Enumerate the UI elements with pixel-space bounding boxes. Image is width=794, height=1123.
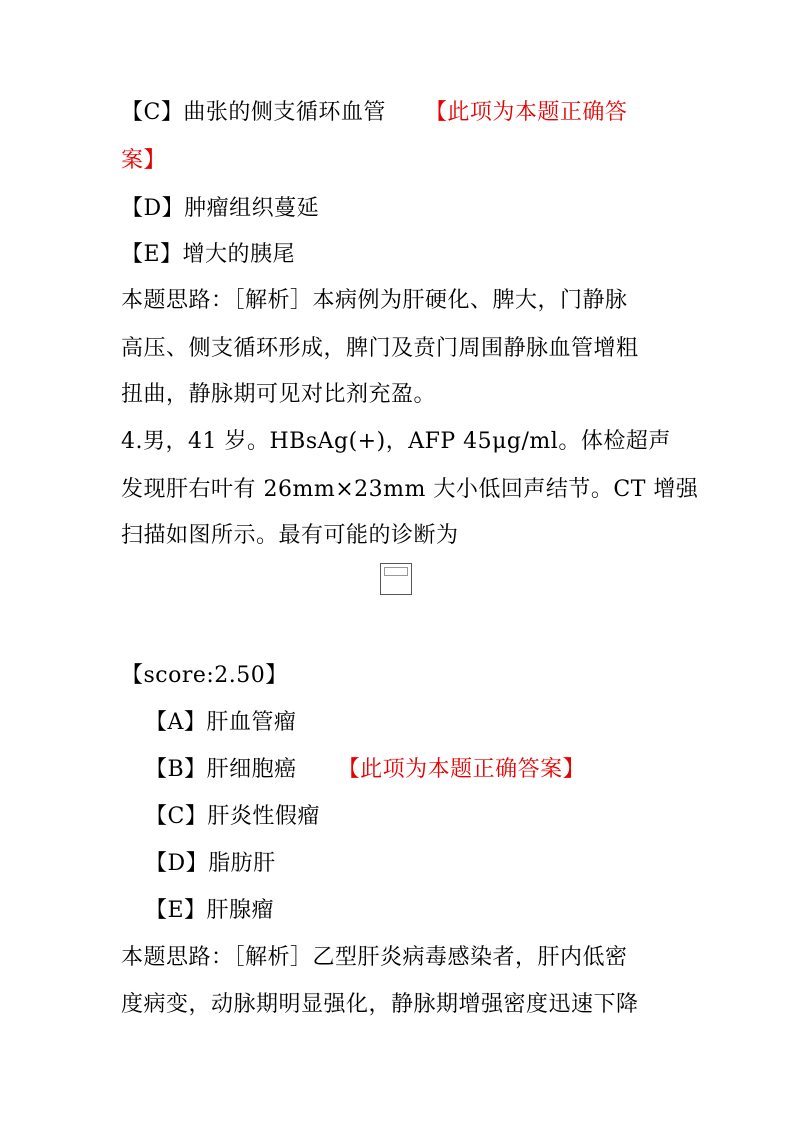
- q4-analysis-line-2: 度病变，动脉期明显强化，静脉期增强密度迅速下降: [121, 992, 639, 1017]
- q3-analysis-line-1: 本题思路：［解析］本病例为肝硬化、脾大，门静脉: [121, 288, 628, 313]
- q3-analysis-line-3: 扭曲，静脉期可见对比剂充盈。: [121, 382, 437, 407]
- q3-option-d: 【D】肿瘤组织蔓延: [121, 196, 320, 221]
- q4-option-a: 【A】肝血管瘤: [145, 710, 297, 735]
- q4-stem-line-2: 发现肝右叶有 26mm×23mm 大小低回声结节。CT 增强: [121, 477, 699, 502]
- broken-image-icon: [384, 567, 408, 576]
- q4-score: 【score:2.50】: [121, 663, 288, 688]
- q3-option-e: 【E】增大的胰尾: [121, 242, 296, 267]
- q4-analysis-line-1: 本题思路：［解析］乙型肝炎病毒感染者，肝内低密: [121, 945, 628, 970]
- q4-option-b-label: 【B】肝细胞癌: [145, 757, 297, 782]
- q4-correct-answer-mark: 【此项为本题正确答案】: [337, 757, 586, 782]
- q4-option-b: [0, 755, 794, 785]
- q4-option-c: 【C】肝炎性假瘤: [145, 804, 320, 829]
- ct-image-placeholder: [380, 563, 412, 595]
- q4-option-e: 【E】肝腺瘤: [145, 898, 275, 923]
- q4-option-d: 【D】脂肪肝: [145, 851, 276, 876]
- q3-option-c: [0, 98, 794, 128]
- q3-correct-answer-mark-cont: 案】: [121, 148, 167, 173]
- q3-correct-answer-mark: 【此项为本题正确答: [424, 100, 628, 125]
- q4-stem-line-3: 扫描如图所示。最有可能的诊断为: [121, 523, 459, 548]
- q4-stem-line-1: 4.男，41 岁。HBsAg(+)，AFP 45μg/ml。体检超声: [121, 429, 671, 454]
- q3-option-c-label: 【C】曲张的侧支循环血管: [121, 100, 386, 125]
- q3-analysis-line-2: 高压、侧支循环形成，脾门及贲门周围静脉血管增粗: [121, 336, 639, 361]
